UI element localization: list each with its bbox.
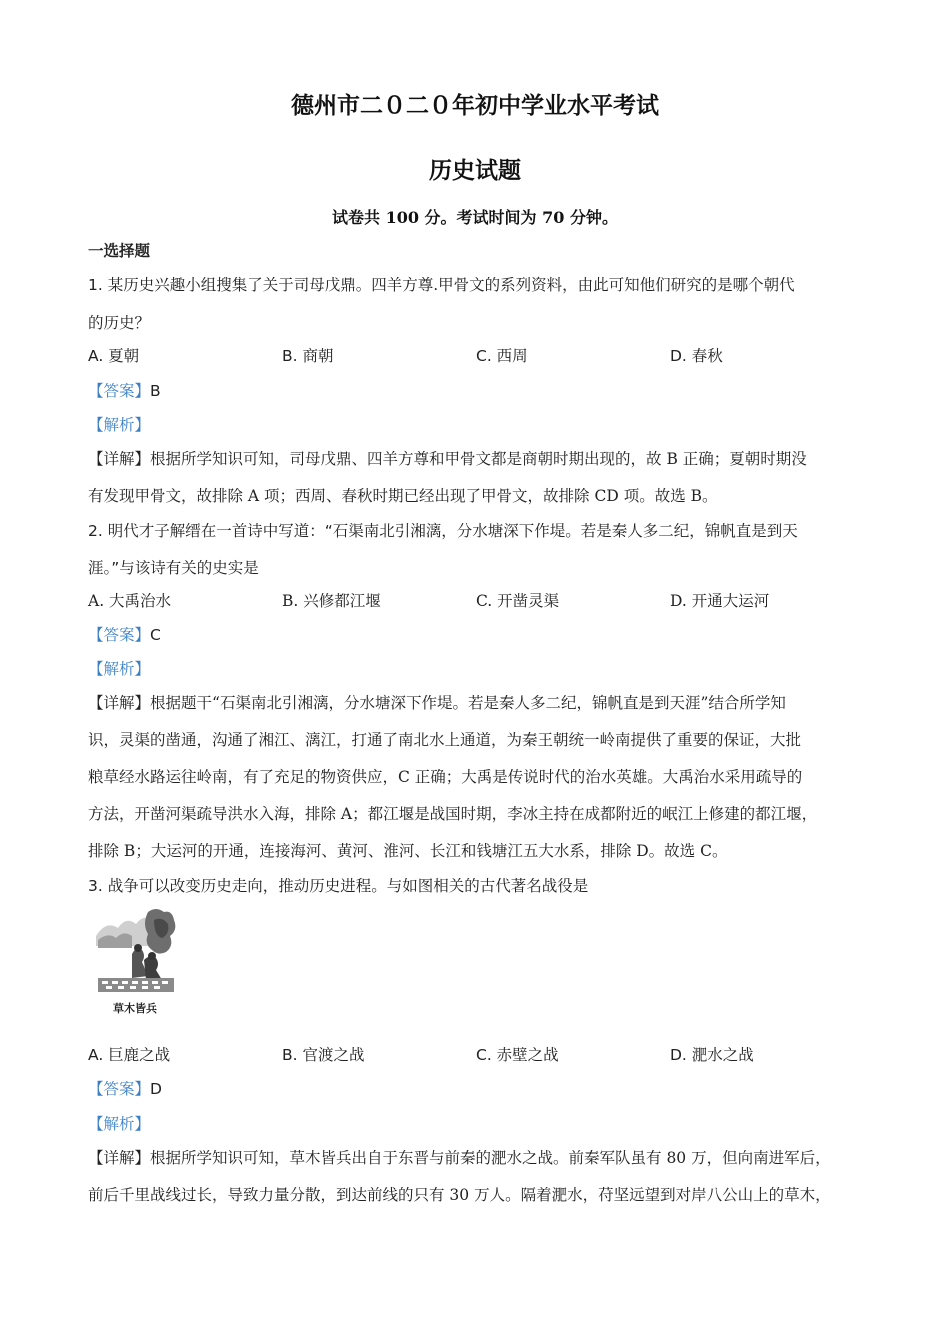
q3-answer [88, 1079, 162, 1099]
q2-stem-line-1: 2. 明代才子解缙在一首诗中写道：“石渠南北引湘漓，分水塘深下作堤。若是秦人多二纪，锦帆直是到天 [88, 522, 798, 540]
q2-detail-line-2: 识，灵渠的凿通，沟通了湘江、漓江，打通了南北水上通道，为秦王朝统一岭南提供了重要的保证，大批 [88, 731, 802, 749]
answer-value: C [150, 626, 161, 644]
q2-answer [88, 625, 161, 645]
q2-detail-line-3: 粮草经水路运往岭南，有了充足的物资供应，C 正确；大禹是传说时代的治水英雄。大禹治水采用疏导的 [88, 768, 803, 786]
answer-tag: 【答案】 [88, 626, 151, 644]
q2-detail-line-1 [88, 693, 786, 713]
q3-detail-line-1 [88, 1148, 831, 1168]
q2-analysis-tag: 【解析】 [88, 660, 151, 678]
q3-option-b: B. 官渡之战 [282, 1046, 365, 1064]
q2-detail-line-4: 方法，开凿河渠疏导洪水入海，排除 A；都江堰是战国时期，李冰主持在成都附近的岷江上修建的都江堰， [88, 805, 818, 823]
answer-tag: 【答案】 [88, 382, 151, 400]
detail-text: 根据题干“石渠南北引湘漓，分水塘深下作堤。若是秦人多二纪，锦帆直是到天涯”结合所学知 [150, 694, 786, 712]
q2-detail-line-5: 排除 B；大运河的开通，连接海河、黄河、淮河、长江和钱塘江五大水系，排除 D。故选 C。 [88, 842, 728, 860]
detail-text: 根据所学知识可知，草木皆兵出自于东晋与前秦的淝水之战。前秦军队虽有 80 万，但向南进军后， [150, 1149, 831, 1167]
q3-option-c: C. 赤壁之战 [476, 1046, 559, 1064]
q1-stem-line-1: 1. 某历史兴趣小组搜集了关于司母戊鼎。四羊方尊.甲骨文的系列资料，由此可知他们研究的是哪个朝代 [88, 276, 795, 294]
battle-illustration [92, 906, 178, 1018]
q3-detail-line-2: 前后千里战线过长，导致力量分散，到达前线的只有 30 万人。隔着淝水，苻坚远望到对岸八公山上的草木， [88, 1186, 831, 1204]
q1-stem-line-2: 的历史？ [88, 314, 151, 332]
q2-option-b: B. 兴修都江堰 [282, 592, 381, 610]
exam-title: 德州市二０二０年初中学业水平考试 [291, 92, 659, 119]
section-heading: 一选择题 [88, 242, 151, 260]
q1-option-d: D. 春秋 [670, 347, 723, 365]
q3-option-d: D. 淝水之战 [670, 1046, 754, 1064]
illustration-image [92, 906, 178, 1018]
detail-text: 根据所学知识可知，司母戊鼎、四羊方尊和甲骨文都是商朝时期出现的，故 B 正确；夏朝时期没 [150, 450, 807, 468]
answer-tag: 【答案】 [88, 1080, 151, 1098]
answer-value: D [150, 1080, 162, 1098]
q1-answer [88, 381, 161, 401]
subject-title: 历史试题 [429, 157, 521, 184]
q1-option-c: C. 西周 [476, 347, 528, 365]
q1-option-a: A. 夏朝 [88, 347, 140, 365]
q1-detail-line-1 [88, 449, 807, 469]
detail-tag: 【详解】 [88, 450, 151, 468]
q1-option-b: B. 商朝 [282, 347, 334, 365]
detail-tag: 【详解】 [88, 1149, 151, 1167]
q1-analysis-tag: 【解析】 [88, 416, 151, 434]
q3-stem: 3. 战争可以改变历史走向，推动历史进程。与如图相关的古代著名战役是 [88, 877, 589, 895]
q2-option-c: C. 开凿灵渠 [476, 592, 560, 610]
exam-note: 试卷共 100 分。考试时间为 70 分钟。 [332, 208, 618, 227]
q2-stem-line-2: 涯。”与该诗有关的史实是 [88, 559, 259, 577]
figure-caption: 草木皆兵 [113, 1002, 157, 1015]
answer-value: B [150, 382, 161, 400]
q1-detail-line-2: 有发现甲骨文，故排除 A 项；西周、春秋时期已经出现了甲骨文，故排除 CD 项。故选 B。 [88, 487, 718, 505]
q3-option-a: A. 巨鹿之战 [88, 1046, 171, 1064]
q2-option-d: D. 开通大运河 [670, 592, 770, 610]
q2-option-a: A. 大禹治水 [88, 592, 172, 610]
detail-tag: 【详解】 [88, 694, 151, 712]
q3-analysis-tag: 【解析】 [88, 1115, 151, 1133]
